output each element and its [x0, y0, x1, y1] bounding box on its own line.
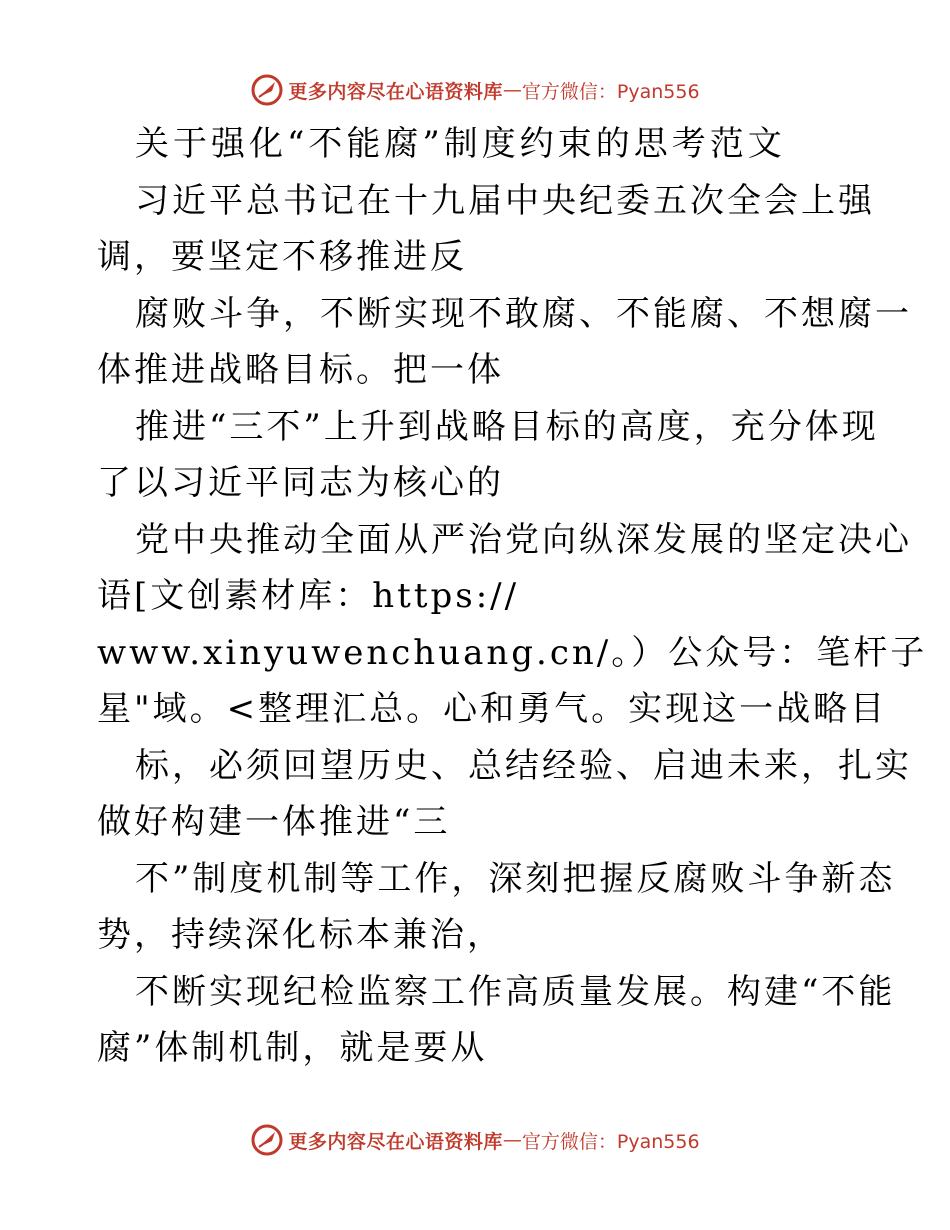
quill-logo-icon — [250, 73, 284, 107]
text-line: 不”制度机制等工作，深刻把握反腐败斗争新态 — [135, 858, 896, 899]
text-line: www.xinyuwenchuang.cn/。）公众号：笔杆子 — [97, 632, 928, 673]
document-body — [97, 116, 928, 1077]
banner-wechat-id: 官方微信：Pyan556 — [521, 1130, 700, 1153]
text-line: 体推进战略目标。把一体 — [97, 350, 504, 390]
text-line: 不断实现纪检监察工作高质量发展。构建“不能 — [135, 971, 896, 1012]
text-line: 做好构建一体推进“三 — [97, 802, 451, 842]
text-line: 党中央推动全面从严治党向纵深发展的坚定决心 — [135, 519, 912, 560]
banner-title: 更多内容尽在心语资料库 — [288, 1130, 503, 1153]
text-line: 腐败斗争，不断实现不敢腐、不能腐、不想腐一 — [135, 293, 912, 334]
text-line: 星"域。<整理汇总。心和勇气。实现这一战略目 — [97, 689, 888, 729]
text-line: 习近平总书记在十九届中央纪委五次全会上强 — [135, 180, 875, 221]
banner-separator: — — [502, 79, 522, 101]
text-line: 腐”体制机制，就是要从 — [97, 1028, 488, 1068]
text-line: 语[文创素材库：https:// — [97, 576, 520, 616]
text-line: 标，必须回望历史、总结经验、启迪未来，扎实 — [135, 745, 912, 786]
text-line: 势，持续深化标本兼治， — [97, 915, 504, 955]
banner-separator: — — [502, 1129, 522, 1151]
footer-watermark-banner — [0, 1120, 950, 1160]
header-watermark-banner — [0, 70, 950, 110]
quill-logo-icon — [250, 1123, 284, 1157]
document-title: 关于强化“不能腐”制度约束的思考范文 — [135, 124, 786, 164]
banner-title: 更多内容尽在心语资料库 — [288, 80, 503, 103]
text-line: 推进“三不”上升到战略目标的高度，充分体现 — [135, 406, 879, 447]
text-line: 了以习近平同志为核心的 — [97, 463, 504, 503]
banner-wechat-id: 官方微信：Pyan556 — [521, 80, 700, 103]
text-line: 调，要坚定不移推进反 — [97, 237, 467, 277]
